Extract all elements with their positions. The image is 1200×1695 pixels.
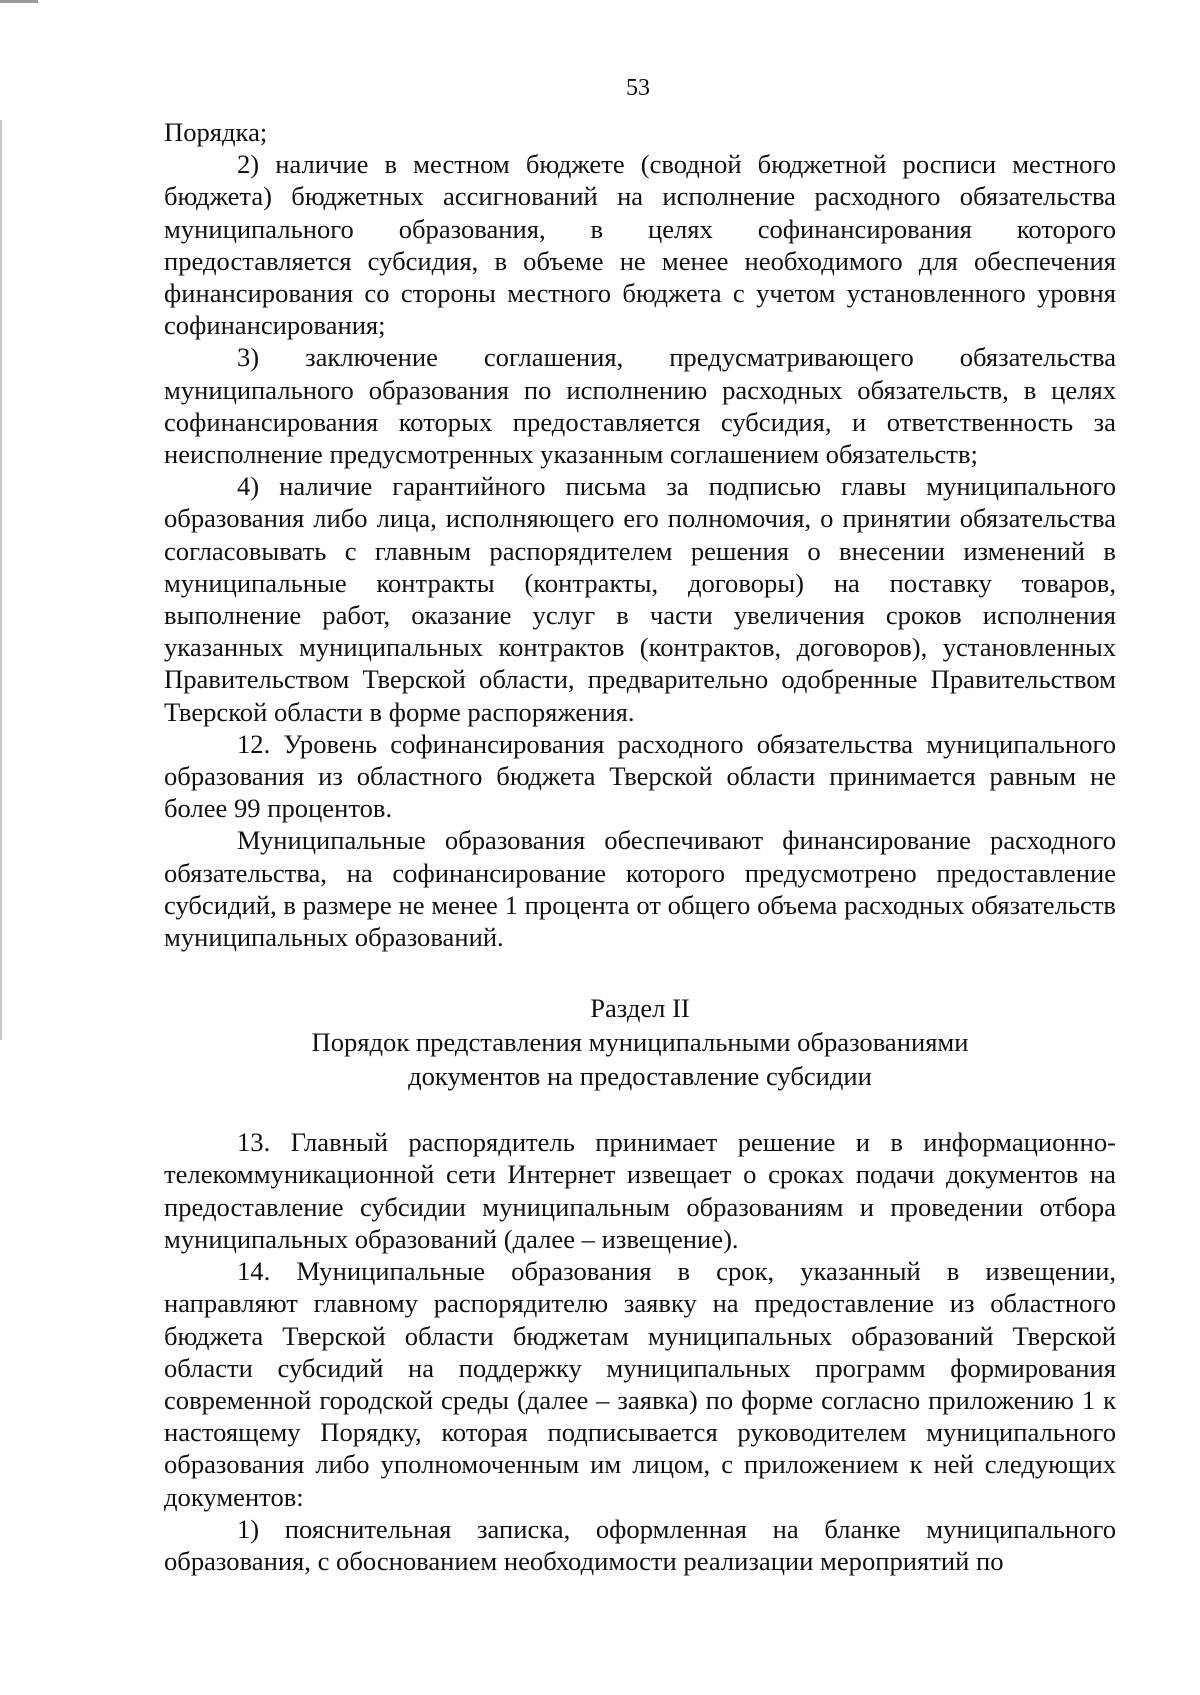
paragraph-clause-13: 13. Главный распорядитель принимает решение и в информационно-телекоммуникационной сети Интернет извещает о сроках подачи документов на предоставление субсидии муниципальным образованиям и проведении отбора муниципальных образований (далее – извещение). [164, 1127, 1116, 1254]
paragraph-porjadka: Порядка; [164, 117, 268, 147]
section-title-line-2: документов на предоставление субсидии [408, 1061, 872, 1092]
scan-artifact-top [0, 0, 38, 3]
paragraph-item-4: 4) наличие гарантийного письма за подписью главы муниципального образования либо лица, исполняющего его полномочия, о принятии обязательства согласовывать с главным распорядителем решения о внесении изменений в муниципальные контракты (контракты, договоры) на поставку товаров, выполнение работ, оказание услуг в части увеличения сроков исполнения указанных муниципальных контрактов (контрактов, договоров), установленных Правительством Тверской области, предварительно одобренные Правительством Тверской области в форме распоряжения. [164, 471, 1116, 727]
document-body [164, 116, 1116, 1577]
paragraph-item-2: 2) наличие в местном бюджете (сводной бюджетной росписи местного бюджета) бюджетных ассигнований на исполнение расходного обязательства муниципального образования, в целях софинансирования которого предоставляется субсидия, в объеме не менее необходимого для обеспечения финансирования со стороны местного бюджета с учетом установленного уровня софинансирования; [164, 149, 1116, 341]
paragraph-clause-14: 14. Муниципальные образования в срок, указанный в извещении, направляют главному распорядителю заявку на предоставление из областного бюджета Тверской области бюджетам муниципальных образований Тверской области субсидий на поддержку муниципальных программ формирования современной городской среды (далее – заявка) по форме согласно приложению 1 к настоящему Порядку, которая подписывается руководителем муниципального образования либо уполномоченным им лицом, с приложением к ней следующих документов: [164, 1256, 1116, 1512]
paragraph-item-1-explanatory-note: 1) пояснительная записка, оформленная на бланке муниципального образования, с обоснованием необходимости реализации мероприятий по [164, 1513, 1116, 1576]
section-number: Раздел II [590, 993, 690, 1024]
section-title-line-1: Порядок представления муниципальными образованиями [311, 1027, 969, 1058]
paragraph-clause-12: 12. Уровень софинансирования расходного обязательства муниципального образования из областного бюджета Тверской области принимается равным не более 99 процентов. [164, 728, 1116, 824]
page-number: 53 [626, 75, 650, 101]
paragraph-municipal-financing: Муниципальные образования обеспечивают финансирование расходного обязательства, на софинансирование которого предусмотрено предоставление субсидий, в размере не менее 1 процента от общего объема расходных обязательств муниципальных образований. [164, 825, 1116, 953]
scan-artifact-edge [0, 120, 2, 1040]
paragraph-item-3: 3) заключение соглашения, предусматривающего обязательства муниципального образования по исполнению расходных обязательств, в целях софинансирования которых предоставляется субсидия, и ответственность за неисполнение предусмотренных указанным соглашением обязательств; [164, 342, 1116, 470]
section-heading [164, 991, 1116, 1093]
